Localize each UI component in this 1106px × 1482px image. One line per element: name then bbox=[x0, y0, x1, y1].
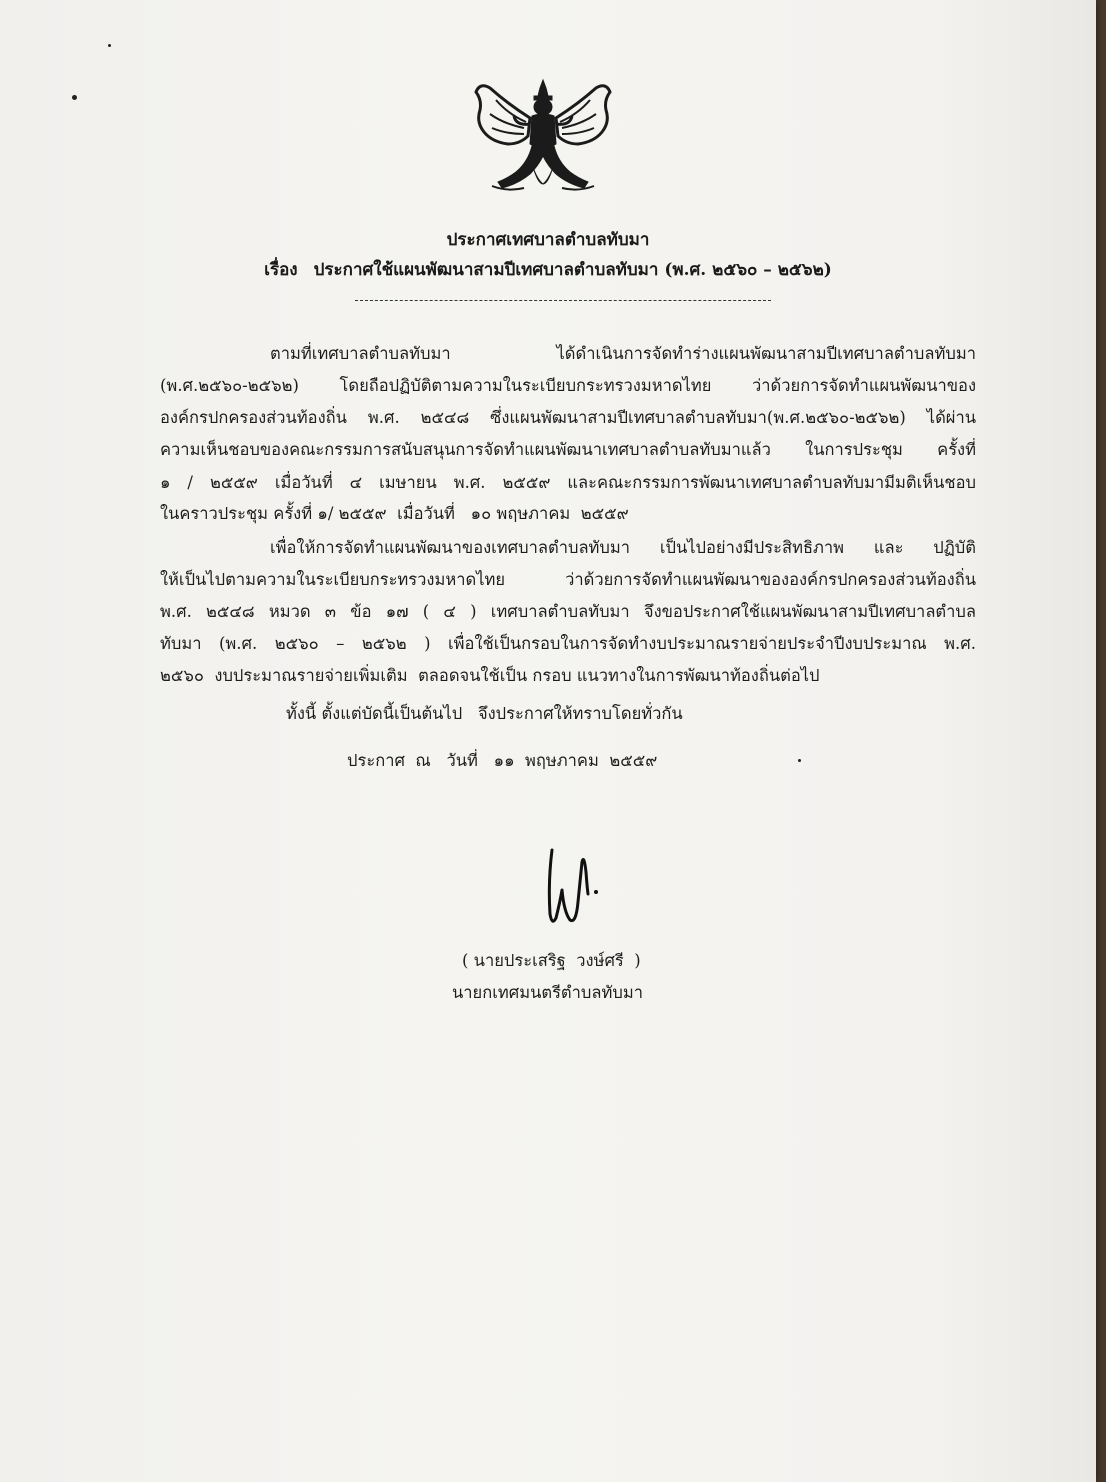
paragraph-1-line: ตามที่เทศบาลตำบลทับมา ได้ดำเนินการจัดทำร่างแผนพัฒนาสามปีเทศบาลตำบลทับมา bbox=[270, 344, 976, 363]
signer-name: ( นายประเสริฐ วงษ์ศรี ) bbox=[462, 951, 641, 970]
subject-label: เรื่อง bbox=[264, 260, 298, 280]
ink-speck bbox=[72, 95, 77, 100]
paragraph-2-line: เพื่อให้การจัดทำแผนพัฒนาของเทศบาลตำบลทับมา เป็นไปอย่างมีประสิทธิภาพ และ ปฏิบัติ bbox=[270, 538, 976, 557]
garuda-emblem-icon bbox=[468, 74, 618, 204]
paragraph-1-line: องค์กรปกครองส่วนท้องถิ่น พ.ศ. ๒๕๔๘ ซึ่งแผนพัฒนาสามปีเทศบาลตำบลทับมา(พ.ศ.๒๕๖๐-๒๕๖๒) ได้ผ่าน bbox=[160, 408, 976, 427]
paragraph-2-line: ทับมา (พ.ศ. ๒๕๖๐ – ๒๕๖๒ ) เพื่อใช้เป็นกรอบในการจัดทำงบประมาณรายจ่ายประจำปีงบประมาณ พ.ศ. bbox=[160, 634, 976, 653]
signer-title: นายกเทศมนตรีตำบลทับมา bbox=[452, 983, 643, 1002]
paragraph-1-line: ความเห็นชอบของคณะกรรมการสนับสนุนการจัดทำแผนพัฒนาเทศบาลตำบลทับมาแล้ว ในการประชุม ครั้งที่ bbox=[160, 440, 976, 459]
dashed-divider bbox=[355, 300, 771, 301]
subject-text: ประกาศใช้แผนพัฒนาสามปีเทศบาลตำบลทับมา (พ.ศ. ๒๕๖๐ – ๒๕๖๒) bbox=[313, 260, 832, 280]
paragraph-2-line: พ.ศ. ๒๕๔๘ หมวด ๓ ข้อ ๑๗ ( ๔ ) เทศบาลตำบลทับมา จึงขอประกาศใช้แผนพัฒนาสามปีเทศบาลตำบล bbox=[160, 602, 976, 621]
paragraph-1-line: ในคราวประชุม ครั้งที่ ๑/ ๒๕๕๙ เมื่อวันที่ ๑๐ พฤษภาคม ๒๕๕๙ bbox=[160, 504, 629, 523]
paragraph-2-line: ๒๕๖๐ งบประมาณรายจ่ายเพิ่มเติม ตลอดจนใช้เป็น กรอบ แนวทางในการพัฒนาท้องถิ่นต่อไป bbox=[160, 666, 820, 685]
ink-speck bbox=[108, 44, 111, 47]
paragraph-1-line: ๑ / ๒๕๕๙ เมื่อวันที่ ๔ เมษายน พ.ศ. ๒๕๕๙ และคณะกรรมการพัฒนาเทศบาลตำบลทับมามีมติเห็นชอบ bbox=[160, 473, 976, 492]
ink-speck bbox=[798, 759, 801, 762]
paragraph-2-line: ให้เป็นไปตามความในระเบียบกระทรวงมหาดไทย ว่าด้วยการจัดทำแผนพัฒนาขององค์กรปกครองส่วนท้องถิ่น bbox=[160, 570, 976, 589]
handwritten-signature bbox=[530, 842, 610, 942]
paragraph-1-line: (พ.ศ.๒๕๖๐-๒๕๖๒) โดยถือปฏิบัติตามความในระเบียบกระทรวงมหาดไทย ว่าด้วยการจัดทำแผนพัฒนาของ bbox=[160, 376, 976, 395]
document-subject bbox=[0, 256, 1096, 283]
announcement-date: ประกาศ ณ วันที่ ๑๑ พฤษภาคม ๒๕๕๙ bbox=[347, 751, 658, 770]
document-title: ประกาศเทศบาลตำบลทับมา bbox=[446, 230, 650, 250]
closing-statement: ทั้งนี้ ตั้งแต่บัดนี้เป็นต้นไป จึงประกาศให้ทราบโดยทั่วกัน bbox=[286, 704, 683, 723]
